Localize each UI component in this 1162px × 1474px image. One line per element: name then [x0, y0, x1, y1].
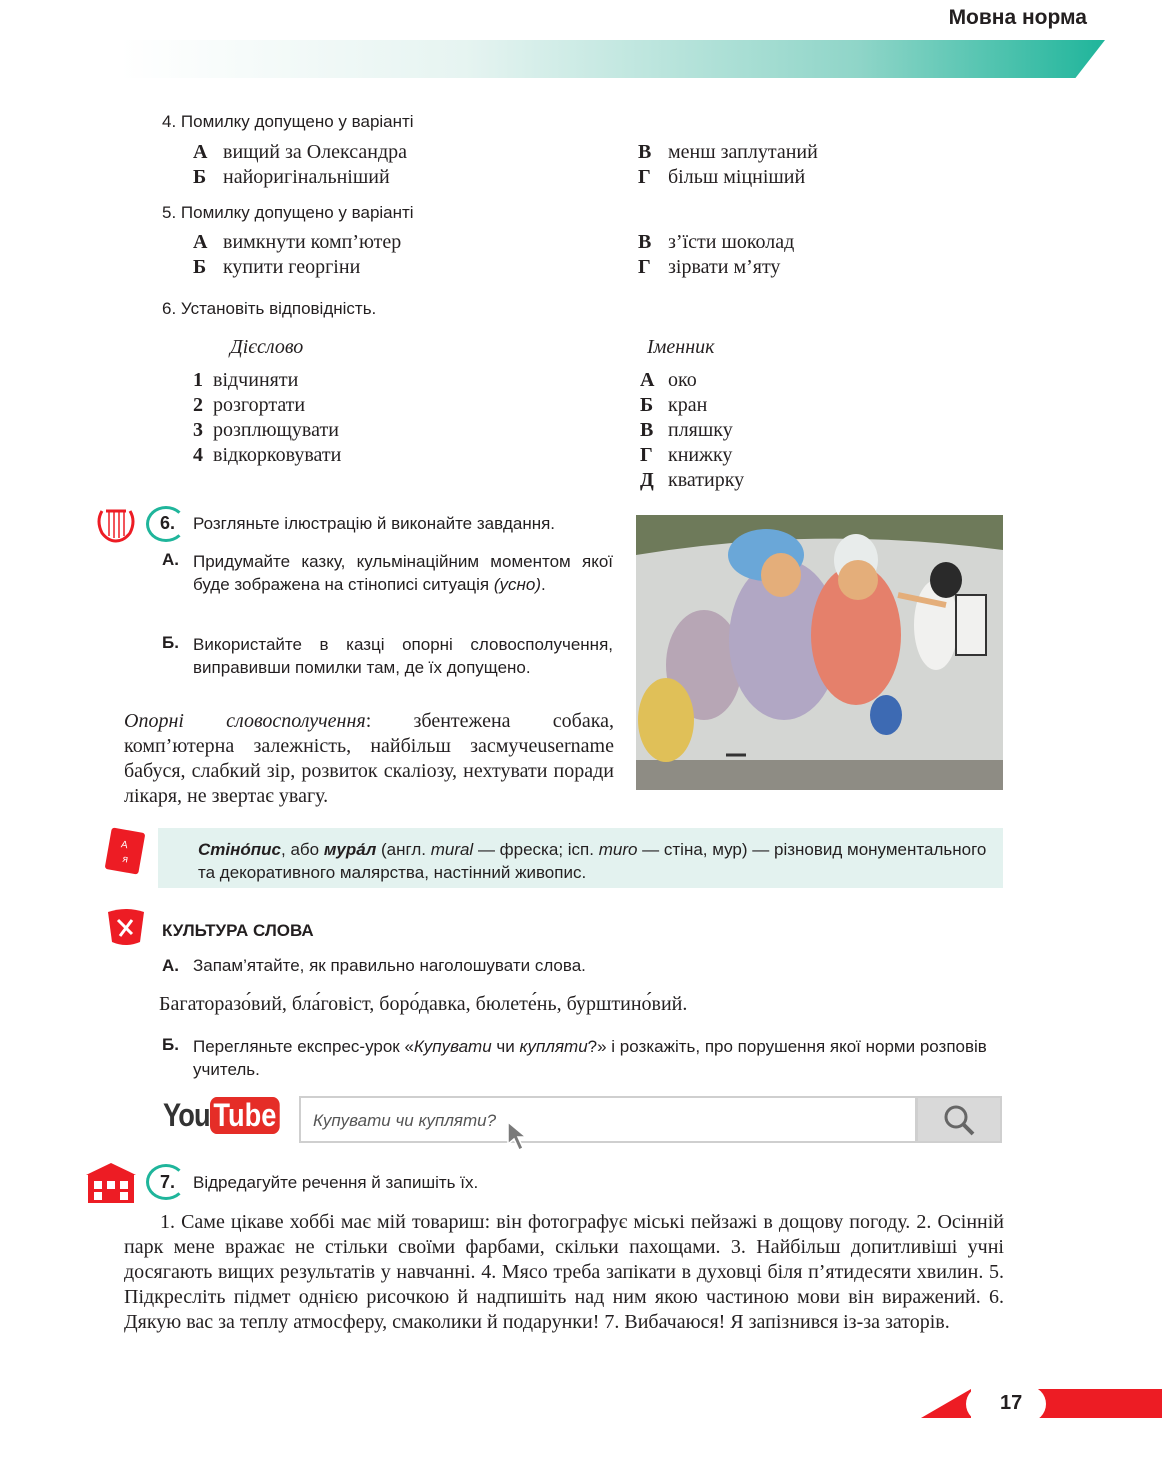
culture-title: КУЛЬТУРА СЛОВА	[162, 921, 314, 940]
page-number: 17	[1000, 1392, 1023, 1414]
search-button[interactable]	[916, 1096, 1002, 1143]
home-icon	[84, 1161, 138, 1208]
section-header-bar	[120, 40, 1105, 78]
task4-option-c: В менш заплутаний	[638, 141, 818, 163]
culture-a-letter: А.	[162, 956, 179, 975]
exercise6-number: 6.	[160, 513, 176, 533]
task5-option-c: В з’їсти шоколад	[638, 231, 795, 253]
dictionary-book-icon	[100, 826, 148, 883]
exercise7-number: 7.	[160, 1172, 176, 1192]
exercise6-b-letter: Б.	[162, 633, 179, 652]
task6-left-heading: Дієслово	[230, 336, 304, 358]
footer-bar	[1037, 1389, 1162, 1418]
task6-left-item: 2 розгортати	[193, 394, 306, 416]
youtube-logo: You Tube	[163, 1097, 292, 1139]
stress-words: Багаторазо́вий, бла́говіст, боро́давка, бюлете́нь, бурштино́вий.	[159, 993, 688, 1015]
exercise6-title: Розгляньте ілюстрацію й виконайте завдання.	[193, 514, 556, 533]
task6-right-item: Б кран	[640, 394, 708, 416]
culture-of-speech-icon	[104, 906, 148, 953]
footer-decoration	[921, 1389, 971, 1418]
svg-text:я: я	[121, 853, 129, 866]
culture-a-text: Запам’ятайте, як правильно наголошувати слова.	[193, 956, 586, 975]
exercise6-b-text: Використайте в казці опорні словосполучення, виправивши помилки там, де їх допущено.	[193, 635, 613, 677]
task6-right-item: В пляшку	[640, 419, 733, 441]
task5-question: 5. Помилку допущено у варіанті	[162, 203, 414, 222]
mural-photo	[636, 515, 1003, 790]
lyre-icon	[94, 503, 138, 548]
task5-option-d: Г зірвати м’яту	[638, 256, 781, 278]
culture-b-text: Перегляньте експрес-урок «Купувати чи купляти?» і розкажіть, про порушення якої норми розповів учитель.	[193, 1037, 987, 1079]
task4-question: 4. Помилку допущено у варіанті	[162, 112, 414, 131]
mouse-cursor-icon	[506, 1120, 534, 1157]
exercise6-a-letter: А.	[162, 550, 179, 569]
task6-left-item: 1 відчиняти	[193, 369, 299, 391]
section-title: Мовна норма	[948, 6, 1087, 29]
task6-right-item: А око	[640, 369, 697, 391]
definition-note-text: Стіно́пис, або мура́л (англ. mural — фреска; ісп. muro — стіна, мур) — різновид монументального та декоративного малярства, настінний живопис.	[198, 840, 987, 882]
exercise7-text: 1. Саме цікаве хоббі має мій товариш: він фотографує міські пейзажі в дощову погоду. 2. Осінній парк мене вражає не стільки своїми фарбами, скільки пахощами. 3. Найбільш допитливіші учні досягають вищих результатів у навчанні. 4. Мясо треба запікати в духовці біля п’ятидесяти хвилин. 5. Підкресліть підмет однією рисочкою й надпишіть над ним якою частиною мови він виражений. 6. Дякую вас за теплу атмосферу, смаколики й подарунки! 7. Вибачаюся! Я запізнився із-за заторів.	[124, 1211, 1004, 1333]
task6-question: 6. Установіть відповідність.	[162, 299, 377, 318]
task4-option-b: Б найоригінальніший	[193, 166, 390, 188]
svg-text:А: А	[120, 839, 129, 852]
task4-option-d: Г більш міцніший	[638, 166, 806, 188]
task6-left-item: 4 відкорковувати	[193, 444, 342, 466]
culture-b-letter: Б.	[162, 1035, 179, 1054]
exercise7-title: Відредагуйте речення й запишіть їх.	[193, 1173, 479, 1192]
search-icon	[918, 1098, 1000, 1141]
task4-option-a: А вищий за Олександра	[193, 141, 408, 163]
task5-option-b: Б купити георгіни	[193, 256, 361, 278]
exercise6-a-text: Придумайте казку, кульмінаційним моментом якої буде зображена на стінописі ситуація (усно).	[193, 552, 613, 594]
task6-right-heading: Іменник	[647, 336, 715, 358]
video-search-value: Купувати чи купляти?	[313, 1111, 497, 1130]
task6-right-item: Д кватирку	[640, 469, 745, 491]
key-phrases: Опорні словосполучення: збентежена собака, комп’ютерна залежність, найбільш засмучеusername бабуся, слабкий зір, розвиток скаліозу, нехтувати поради лікаря, не звертає увагу.	[124, 710, 614, 807]
task6-left-item: 3 розплющувати	[193, 419, 339, 441]
task5-option-a: А вимкнути комп’ютер	[193, 231, 402, 253]
task6-right-item: Г книжку	[640, 444, 733, 466]
